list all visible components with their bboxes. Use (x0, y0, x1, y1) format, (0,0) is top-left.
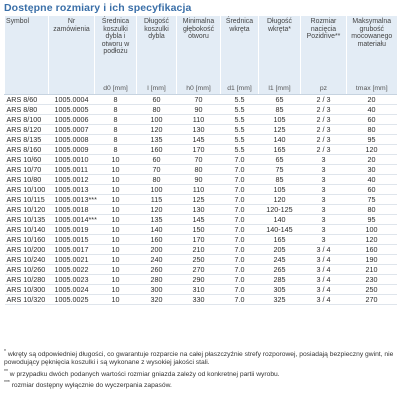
table-cell: 265 (259, 265, 301, 275)
table-cell: 230 (347, 275, 397, 285)
table-row (5, 245, 397, 255)
table-cell: 10 (95, 285, 137, 295)
table-cell: 80 (137, 175, 177, 185)
table-cell: 100 (137, 185, 177, 195)
column-header: Maksymalna grubość mocowanego materiału (347, 16, 397, 84)
table-cell: 1005.0021 (49, 255, 95, 265)
table-cell: 30 (347, 165, 397, 175)
table-cell: 10 (95, 155, 137, 165)
table-cell: 105 (259, 185, 301, 195)
table-cell: 1005.0009 (49, 145, 95, 155)
table-cell: 10 (95, 255, 137, 265)
table-cell: 110 (177, 115, 221, 125)
table-row (5, 275, 397, 285)
table-cell: 115 (137, 195, 177, 205)
table-row (5, 195, 397, 205)
table-cell: 7.0 (221, 165, 259, 175)
table-cell: 3 (301, 155, 347, 165)
table-cell: 165 (259, 235, 301, 245)
table-cell: 7.0 (221, 185, 259, 195)
table-cell: 10 (95, 185, 137, 195)
table-cell: 95 (347, 215, 397, 225)
table-cell: ARS 10/70 (5, 165, 49, 175)
table-cell: 8 (95, 135, 137, 145)
table-cell: 140 (259, 135, 301, 145)
table-cell: 80 (177, 165, 221, 175)
table-row (5, 115, 397, 125)
table-cell: 145 (177, 215, 221, 225)
table-cell: 7.0 (221, 275, 259, 285)
table-cell: 10 (95, 245, 137, 255)
table-cell: ARS 8/160 (5, 145, 49, 155)
table-cell: 3 (301, 175, 347, 185)
table-row (5, 165, 397, 175)
table-cell: 20 (347, 155, 397, 165)
table-row (5, 215, 397, 225)
table-row (5, 265, 397, 275)
table-cell: 8 (95, 145, 137, 155)
table-cell: 250 (177, 255, 221, 265)
column-unit: d1 [mm] (221, 84, 259, 95)
table-cell: 2 / 3 (301, 115, 347, 125)
table-cell: 7.0 (221, 225, 259, 235)
table-cell: 8 (95, 125, 137, 135)
table-cell: ARS 10/200 (5, 245, 49, 255)
table-cell: 85 (259, 175, 301, 185)
table-cell: 7.0 (221, 295, 259, 305)
table-cell: 3 (301, 225, 347, 235)
table-cell: 210 (347, 265, 397, 275)
table-row (5, 125, 397, 135)
table-cell: 125 (259, 125, 301, 135)
table-cell: 10 (95, 165, 137, 175)
column-header: Długość koszulki dybla (137, 16, 177, 84)
column-header: Rozmiar nacięcia Pozidrive** (301, 16, 347, 84)
table-cell: 90 (177, 175, 221, 185)
table-cell: 1005.0013*** (49, 195, 95, 205)
table-cell: 5.5 (221, 145, 259, 155)
table-cell: 120 (137, 125, 177, 135)
table-row (5, 95, 397, 105)
table-cell: ARS 10/260 (5, 265, 49, 275)
table-cell: 7.0 (221, 155, 259, 165)
table-cell: 120-125 (259, 205, 301, 215)
table-cell: 10 (95, 265, 137, 275)
table-cell: ARS 10/160 (5, 235, 49, 245)
table-cell: 60 (347, 185, 397, 195)
table-cell: ARS 10/115 (5, 195, 49, 205)
table-cell: 280 (137, 275, 177, 285)
table-cell: 10 (95, 225, 137, 235)
table-cell: 10 (95, 235, 137, 245)
table-cell: ARS 10/300 (5, 285, 49, 295)
table-cell: ARS 8/100 (5, 115, 49, 125)
column-unit: h0 [mm] (177, 84, 221, 95)
table-cell: 205 (259, 245, 301, 255)
table-cell: 60 (347, 115, 397, 125)
table-cell: 3 / 4 (301, 285, 347, 295)
table-cell: 5.5 (221, 105, 259, 115)
table-cell: ARS 8/80 (5, 105, 49, 115)
table-cell: 3 (301, 185, 347, 195)
table-cell: 125 (177, 195, 221, 205)
table-cell: 170 (177, 145, 221, 155)
table-cell: 1005.0008 (49, 135, 95, 145)
table-cell: 320 (137, 295, 177, 305)
table-cell: 120 (137, 205, 177, 215)
spec-table (4, 16, 397, 305)
table-cell: ARS 10/100 (5, 185, 49, 195)
table-cell: 3 / 4 (301, 245, 347, 255)
table-cell: 135 (137, 135, 177, 145)
table-cell: 330 (177, 295, 221, 305)
column-header: Długość wkręta* (259, 16, 301, 84)
table-cell: 1005.0005 (49, 105, 95, 115)
table-row (5, 175, 397, 185)
table-cell: 285 (259, 275, 301, 285)
table-cell: 7.0 (221, 175, 259, 185)
table-cell: ARS 10/240 (5, 255, 49, 265)
table-row (5, 135, 397, 145)
table-cell: 1005.0024 (49, 285, 95, 295)
column-unit: pz (301, 84, 347, 95)
table-cell: 160 (137, 235, 177, 245)
table-cell: 270 (177, 265, 221, 275)
table-cell: 40 (347, 175, 397, 185)
table-cell: 60 (137, 155, 177, 165)
table-cell: 75 (259, 165, 301, 175)
table-cell: 7.0 (221, 285, 259, 295)
table-cell: 1005.0022 (49, 265, 95, 275)
table-cell: 1005.0017 (49, 245, 95, 255)
table-cell: 120 (347, 235, 397, 245)
table-cell: 7.0 (221, 215, 259, 225)
table-cell: 8 (95, 105, 137, 115)
column-unit: tmax [mm] (347, 84, 397, 95)
table-cell: 305 (259, 285, 301, 295)
table-row (5, 235, 397, 245)
table-cell: 130 (177, 125, 221, 135)
table-cell: 75 (347, 195, 397, 205)
footnote (4, 379, 396, 390)
table-cell: ARS 10/320 (5, 295, 49, 305)
table-cell: 7.0 (221, 195, 259, 205)
table-cell: 7.0 (221, 205, 259, 215)
table-cell: 300 (137, 285, 177, 295)
table-cell: 2 / 3 (301, 135, 347, 145)
column-unit: l1 [mm] (259, 84, 301, 95)
table-cell: 3 (301, 205, 347, 215)
table-cell: 70 (177, 155, 221, 165)
table-cell: 10 (95, 295, 137, 305)
table-row (5, 185, 397, 195)
table-cell: 7.0 (221, 265, 259, 275)
table-cell: 3 / 4 (301, 275, 347, 285)
table-cell: 3 (301, 165, 347, 175)
table-cell: 3 (301, 195, 347, 205)
table-cell: 325 (259, 295, 301, 305)
table-cell: 3 (301, 215, 347, 225)
table-cell: 200 (137, 245, 177, 255)
table-cell: ARS 10/80 (5, 175, 49, 185)
table-cell: 10 (95, 175, 137, 185)
table-cell: 90 (177, 105, 221, 115)
column-unit: l [mm] (137, 84, 177, 95)
column-header: Średnica koszulki dybla i otworu w podłożu (95, 16, 137, 84)
table-cell: 245 (259, 255, 301, 265)
table-cell: 80 (347, 205, 397, 215)
column-header: Nr zamówienia (49, 16, 95, 84)
table-cell: 65 (259, 95, 301, 105)
table-cell: 120 (259, 195, 301, 205)
table-cell: 140 (259, 215, 301, 225)
footnotes (4, 348, 396, 391)
table-cell: 165 (259, 145, 301, 155)
column-header: Symbol (5, 16, 49, 84)
footnote-mark: *** (4, 380, 10, 387)
table-cell: 10 (95, 205, 137, 215)
table-cell: 190 (347, 255, 397, 265)
table-cell: 1005.0007 (49, 125, 95, 135)
table-cell: 1005.0011 (49, 165, 95, 175)
table-cell: 85 (259, 105, 301, 115)
table-cell: 1005.0015 (49, 235, 95, 245)
table-cell: 80 (137, 105, 177, 115)
table-body (5, 95, 397, 305)
table-cell: 1005.0014*** (49, 215, 95, 225)
table-cell: ARS 10/280 (5, 275, 49, 285)
table-cell: 1005.0018 (49, 205, 95, 215)
table-cell: 145 (177, 135, 221, 145)
table-cell: 1005.0006 (49, 115, 95, 125)
table-cell: 1005.0019 (49, 225, 95, 235)
table-cell: ARS 8/60 (5, 95, 49, 105)
table-row (5, 285, 397, 295)
table-cell: 95 (347, 135, 397, 145)
table-header-row (5, 16, 397, 84)
table-cell: 160 (137, 145, 177, 155)
footnote-text: w przypadku dwóch podanych wartości rozmiar gniazda zależy od konkretnej partii wyrobu. (9, 370, 280, 378)
table-cell: 5.5 (221, 135, 259, 145)
table-cell: ARS 10/60 (5, 155, 49, 165)
table-cell: 7.0 (221, 245, 259, 255)
table-cell: 20 (347, 95, 397, 105)
table-cell: 3 (301, 235, 347, 245)
table-row (5, 155, 397, 165)
table-cell: 2 / 3 (301, 125, 347, 135)
table-cell: 310 (177, 285, 221, 295)
table-cell: 1005.0023 (49, 275, 95, 285)
table-cell: 160 (347, 245, 397, 255)
table-cell: 7.0 (221, 235, 259, 245)
table-cell: 105 (259, 115, 301, 125)
table-cell: 3 / 4 (301, 295, 347, 305)
table-cell: 1005.0013 (49, 185, 95, 195)
table-cell: ARS 8/135 (5, 135, 49, 145)
table-cell: 240 (137, 255, 177, 265)
table-cell: 1005.0004 (49, 95, 95, 105)
section-title: Dostępne rozmiary i ich specyfikacja (4, 2, 192, 14)
table-cell: 7.0 (221, 255, 259, 265)
footnote-text: rozmiar dostępny wyłącznie do wyczerpania zapasów. (11, 382, 172, 390)
table-row (5, 295, 397, 305)
table-row (5, 105, 397, 115)
table-cell: 110 (177, 185, 221, 195)
table-cell: 70 (177, 95, 221, 105)
table-cell: ARS 10/120 (5, 205, 49, 215)
table-cell: 210 (177, 245, 221, 255)
table-cell: 10 (95, 215, 137, 225)
table-cell: 100 (137, 115, 177, 125)
table-cell: 10 (95, 275, 137, 285)
table-cell: ARS 10/135 (5, 215, 49, 225)
table-cell: 40 (347, 105, 397, 115)
footnote (4, 348, 396, 368)
table-cell: 140-145 (259, 225, 301, 235)
table-cell: 100 (347, 225, 397, 235)
table-cell: 10 (95, 195, 137, 205)
table-cell: 1005.0025 (49, 295, 95, 305)
table-row (5, 255, 397, 265)
table-cell: 120 (347, 145, 397, 155)
table-row (5, 205, 397, 215)
table-cell: 5.5 (221, 125, 259, 135)
column-header: Średnica wkręta (221, 16, 259, 84)
column-unit: d0 [mm] (95, 84, 137, 95)
table-cell: 1005.0012 (49, 175, 95, 185)
table-cell: 80 (347, 125, 397, 135)
table-cell: 5.5 (221, 115, 259, 125)
table-cell: 2 / 3 (301, 145, 347, 155)
footnote (4, 368, 396, 379)
table-row (5, 145, 397, 155)
table-cell: 60 (137, 95, 177, 105)
table-cell: 5.5 (221, 95, 259, 105)
table-cell: 2 / 3 (301, 105, 347, 115)
table-cell: 290 (177, 275, 221, 285)
table-cell: 130 (177, 205, 221, 215)
table-cell: 1005.0010 (49, 155, 95, 165)
footnote-mark: ** (4, 368, 8, 375)
table-cell: 70 (137, 165, 177, 175)
footnote-mark: * (4, 349, 6, 355)
table-cell: ARS 10/140 (5, 225, 49, 235)
table-cell: 150 (177, 225, 221, 235)
table-cell: ARS 8/120 (5, 125, 49, 135)
footnote-text: wkręty są odpowiedniej długości, co gwarantuje rozparcie na całej płaszczyźnie strefy rozporowej, posiadają bezpieczny gwint, nie powodujący pęknięcia koszulki i są wykonane z wysokiej jakości stali. (4, 351, 394, 367)
table-cell: 260 (137, 265, 177, 275)
table-cell: 8 (95, 95, 137, 105)
column-unit (49, 84, 95, 95)
table-cell: 270 (347, 295, 397, 305)
table-cell: 65 (259, 155, 301, 165)
table-cell: 8 (95, 115, 137, 125)
column-unit (5, 84, 49, 95)
table-row (5, 225, 397, 235)
table-cell: 250 (347, 285, 397, 295)
table-cell: 135 (137, 215, 177, 225)
column-header: Minimalna głębokość otworu (177, 16, 221, 84)
table-cell: 3 / 4 (301, 255, 347, 265)
table-cell: 170 (177, 235, 221, 245)
table-units-row (5, 84, 397, 95)
table-cell: 2 / 3 (301, 95, 347, 105)
table-cell: 3 / 4 (301, 265, 347, 275)
table-cell: 140 (137, 225, 177, 235)
